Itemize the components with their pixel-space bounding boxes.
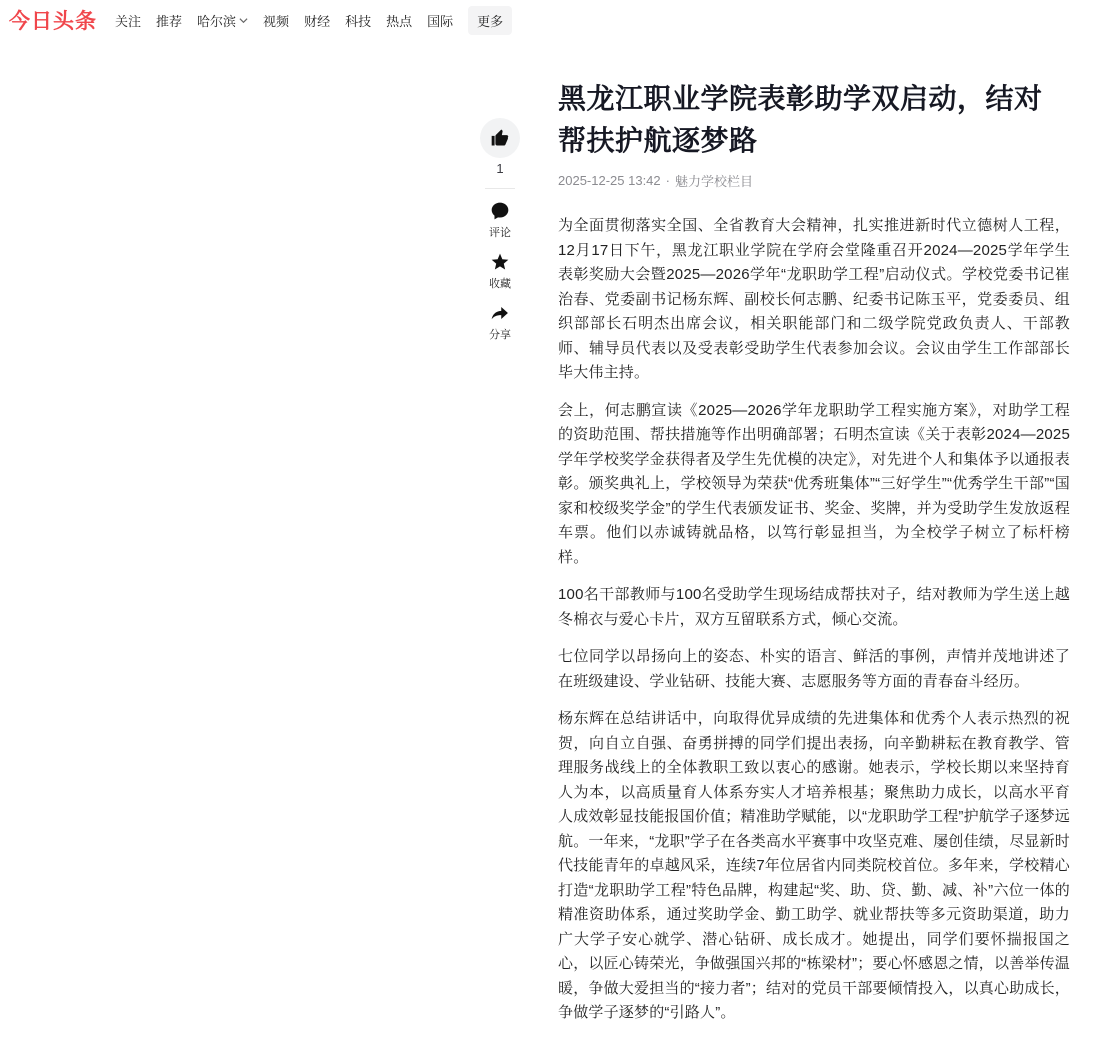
share-label: 分享 (489, 329, 511, 341)
nav-item-video[interactable]: 视频 (263, 13, 290, 29)
thumbs-up-icon (490, 128, 510, 148)
meta-separator: · (665, 173, 670, 188)
paragraph: 为全面贯彻落实全国、全省教育大会精神，扎实推进新时代立德树人工程，12月17日下午，黑龙江职业学院在学府会堂隆重召开2024—2025学年学生表彰奖励大会暨2025—2026学年“龙职助学工程”启动仪式。学校党委书记崔治春、党委副书记杨东辉、副校长何志鹏、纪委书记陈玉平，党委委员、组织部部长石明杰出席会议，相关职能部门和二级学院党政负责人、干部教师、辅导员代表以及受表彰受助学生代表参加会议。会议由学生工作部部长毕大伟主持。 (558, 217, 1070, 381)
paragraph: 杨东辉在总结讲话中，向取得优异成绩的先进集体和优秀个人表示热烈的祝贺，向自立自强、奋勇拼搏的同学们提出表扬，向辛勤耕耘在教育教学、管理服务战线上的全体教职工致以衷心的感谢。她表示，学校长期以来坚持育人为本，以高质量育人体系夯实人才培养根基；聚焦助力成长，以高水平育人成效彰显技能报国价值；精准助学赋能，以“龙职助学工程”护航学子逐梦远航。一年来，“龙职”学子在各类高水平赛事中攻坚克难、屡创佳绩，尽显新时代技能青年的卓越风采，连续7年位居省内同类院校首位。多年来，学校精心打造“龙职助学工程”特色品牌，构建起“奖、助、贷、勤、减、补”六位一体的精准资助体系，通过奖助学金、勤工助学、就业帮扶等多元资助渠道，助力广大学子安心就学、潜心钻研、成长成才。她提出，同学们要怀揣报国之心，以匠心铸荣光，争做强国兴邦的“栋梁材”；要心怀感恩之情，以善举传温暖，争做大爱担当的“接力者”；结对的党员干部要倾情投入，以真心助成长，争做学子逐梦的“引路人”。 (558, 710, 1070, 1021)
nav-item-finance[interactable]: 财经 (304, 13, 331, 29)
toutiao-logo[interactable]: 今日头条 (9, 10, 97, 33)
nav-item-tech[interactable]: 科技 (345, 13, 372, 29)
like-count: 1 (496, 161, 504, 176)
nav-item-world[interactable]: 国际 (427, 13, 454, 29)
comment-label: 评论 (489, 227, 511, 239)
share-arrow-icon (490, 303, 510, 323)
nav-menu (115, 6, 512, 35)
nav-item-city-label: 哈尔滨 (197, 13, 237, 29)
favorite-button[interactable] (480, 252, 520, 291)
paragraph: 100名干部教师与100名受助学生现场结成帮扶对子，结对教师为学生送上越冬棉衣与爱心卡片，双方互留联系方式，倾心交流。 (558, 586, 1070, 628)
source-link[interactable]: 魅力学校栏目 (675, 174, 754, 189)
article-body (558, 214, 1070, 1026)
chevron-down-icon (239, 16, 248, 25)
publish-date: 2025-12-25 13:42 (558, 173, 661, 188)
nav-item-more[interactable]: 更多 (468, 6, 512, 35)
paragraph: 会上，何志鹏宣读《2025—2026学年龙职助学工程实施方案》，对助学工程的资助范围、帮扶措施等作出明确部署；石明杰宣读《关于表彰2024—2025学年学校奖学金获得者及学生先优模的决定》，对先进个人和集体予以通报表彰。颁奖典礼上，学校领导为荣获“优秀班集体”“三好学生”“优秀学生干部”“国家和校级奖学金”的学生代表颁发证书、奖金、奖牌，并为受助学生发放返程车票。他们以赤诚铸就品格，以笃行彰显担当，为全校学子树立了标杆榜样。 (558, 401, 1070, 566)
article-title: 黑龙江职业学院表彰助学双启动，结对帮扶护航逐梦路 (558, 83, 1043, 156)
action-rail (480, 118, 520, 342)
nav-item-city[interactable] (197, 11, 248, 30)
nav-item-recommend[interactable]: 推荐 (156, 13, 183, 29)
star-icon (490, 252, 510, 272)
nav-item-hot[interactable]: 热点 (386, 13, 413, 29)
article (558, 78, 1070, 1039)
share-button[interactable] (480, 303, 520, 342)
nav-item-follow[interactable]: 关注 (115, 13, 142, 29)
favorite-label: 收藏 (489, 278, 511, 290)
like-button[interactable] (480, 118, 520, 158)
paragraph: 七位同学以昂扬向上的姿态、朴实的语言、鲜活的事例，声情并茂地讲述了在班级建设、学业钻研、技能大赛、志愿服务等方面的青春奋斗经历。 (558, 648, 1070, 690)
top-nav (0, 0, 1094, 40)
rail-divider (485, 188, 515, 189)
article-meta (558, 171, 1070, 190)
comment-button[interactable] (480, 201, 520, 240)
comment-bubble-icon (490, 201, 510, 221)
